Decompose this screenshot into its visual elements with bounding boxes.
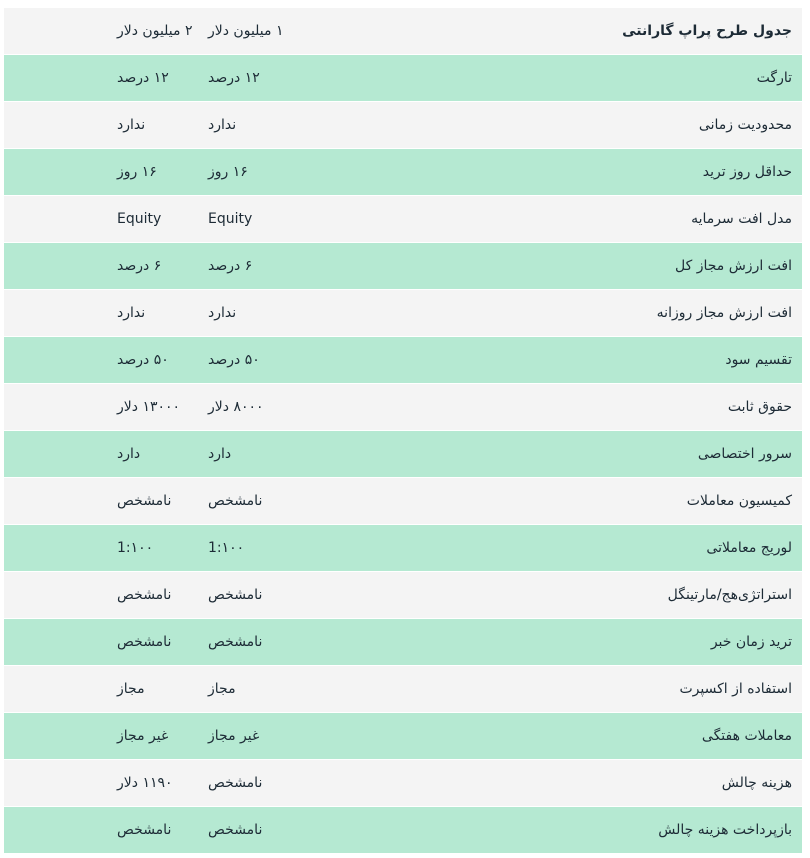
row-value-2m: ۱۲ درصد — [4, 54, 210, 101]
row-label: معاملات هفتگی — [424, 712, 802, 759]
row-value-1m: ۱۲ درصد — [210, 54, 424, 101]
row-label: حداقل روز ترید — [424, 148, 802, 195]
table-row — [4, 806, 802, 853]
row-label: کمیسیون معاملات — [424, 477, 802, 524]
row-value-2m: ۱۱۹۰ دلار — [4, 759, 210, 806]
row-value-2m: 1:۱۰۰ — [4, 524, 210, 571]
row-label: سرور اختصاصی — [424, 430, 802, 477]
table-row — [4, 524, 802, 571]
row-label: افت ارزش مجاز روزانه — [424, 289, 802, 336]
row-label: بازپرداخت هزینه چالش — [424, 806, 802, 853]
row-label: استراتژی‌هج/مارتینگل — [424, 571, 802, 618]
prop-plan-table — [4, 8, 802, 854]
table-row — [4, 289, 802, 336]
row-value-1m: ندارد — [210, 101, 424, 148]
table-row — [4, 430, 802, 477]
table-row — [4, 571, 802, 618]
table-row — [4, 477, 802, 524]
row-value-2m: ندارد — [4, 289, 210, 336]
row-value-2m: ۵۰ درصد — [4, 336, 210, 383]
table-row — [4, 195, 802, 242]
row-label: حقوق ثابت — [424, 383, 802, 430]
row-label: ترید زمان خبر — [424, 618, 802, 665]
table-row — [4, 712, 802, 759]
row-value-2m: نامشخص — [4, 571, 210, 618]
row-label: مدل افت سرمایه — [424, 195, 802, 242]
row-label: لوریج معاملاتی — [424, 524, 802, 571]
row-value-1m: ندارد — [210, 289, 424, 336]
table-row — [4, 101, 802, 148]
row-value-1m: غیر مجاز — [210, 712, 424, 759]
column-header-1m: ۱ میلیون دلار — [210, 8, 424, 54]
row-value-2m: نامشخص — [4, 477, 210, 524]
row-value-1m: نامشخص — [210, 477, 424, 524]
row-value-2m: ۶ درصد — [4, 242, 210, 289]
row-value-1m: دارد — [210, 430, 424, 477]
table-row — [4, 54, 802, 101]
row-label: محدودیت زمانی — [424, 101, 802, 148]
row-value-2m: نامشخص — [4, 618, 210, 665]
column-header-2m: ۲ میلیون دلار — [4, 8, 210, 54]
table-title: جدول طرح پراپ گارانتی — [424, 8, 802, 54]
row-value-1m: نامشخص — [210, 806, 424, 853]
table-row — [4, 759, 802, 806]
row-value-2m: Equity — [4, 195, 210, 242]
row-value-1m: ۵۰ درصد — [210, 336, 424, 383]
row-value-2m: مجاز — [4, 665, 210, 712]
table-row — [4, 148, 802, 195]
row-value-1m: ۸۰۰۰ دلار — [210, 383, 424, 430]
row-label: استفاده از اکسپرت — [424, 665, 802, 712]
table-row — [4, 665, 802, 712]
row-label: تارگت — [424, 54, 802, 101]
row-value-1m: نامشخص — [210, 571, 424, 618]
row-value-2m: ندارد — [4, 101, 210, 148]
row-value-1m: نامشخص — [210, 618, 424, 665]
row-label: تقسیم سود — [424, 336, 802, 383]
table-row — [4, 383, 802, 430]
row-value-1m: ۶ درصد — [210, 242, 424, 289]
row-value-1m: ۱۶ روز — [210, 148, 424, 195]
row-value-1m: مجاز — [210, 665, 424, 712]
row-label: هزینه چالش — [424, 759, 802, 806]
row-value-2m: ۱۳۰۰۰ دلار — [4, 383, 210, 430]
table-header-row — [4, 8, 802, 54]
row-value-2m: دارد — [4, 430, 210, 477]
row-value-2m: نامشخص — [4, 806, 210, 853]
row-label: افت ارزش مجاز کل — [424, 242, 802, 289]
row-value-2m: غیر مجاز — [4, 712, 210, 759]
row-value-1m: Equity — [210, 195, 424, 242]
row-value-1m: 1:۱۰۰ — [210, 524, 424, 571]
table-row — [4, 336, 802, 383]
prop-plan-table-container — [4, 8, 802, 854]
row-value-2m: ۱۶ روز — [4, 148, 210, 195]
table-row — [4, 242, 802, 289]
table-row — [4, 618, 802, 665]
row-value-1m: نامشخص — [210, 759, 424, 806]
